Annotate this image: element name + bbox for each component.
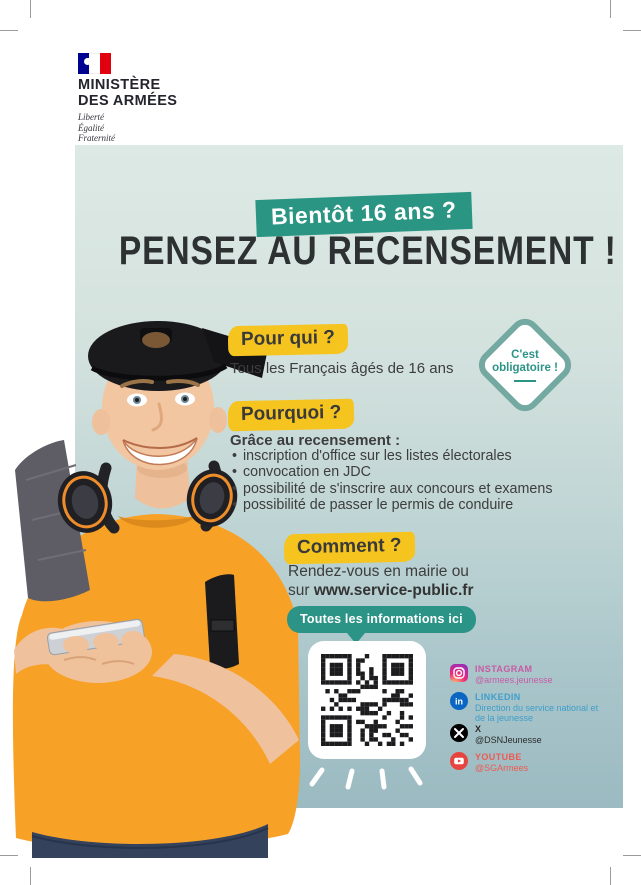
republic-motto: Liberté Égalité Fraternité — [78, 112, 115, 143]
french-flag-icon — [78, 53, 111, 74]
why-item: • inscription d'office sur les listes électorales — [230, 448, 590, 464]
how-line2-prefix: sur — [288, 581, 314, 599]
cta-bubble: Toutes les informations ici — [287, 606, 476, 633]
who-text: Tous les Français âgés de 16 ans — [230, 360, 454, 377]
social-handle: @armees.jeunesse — [475, 674, 553, 685]
badge-line1: C'est — [511, 348, 539, 361]
why-intro: Grâce au recensement : — [230, 432, 401, 449]
qr-rays-icon — [302, 760, 432, 790]
banner-age: Bientôt 16 ans ? — [255, 192, 472, 237]
social-network-label: YOUTUBE — [475, 752, 522, 762]
why-list — [230, 448, 590, 514]
crop-mark — [0, 30, 18, 31]
instagram-icon — [450, 664, 468, 682]
section-heading-who: Pour qui ? — [228, 324, 349, 357]
social-network-label: LINKEDIN — [475, 692, 521, 702]
social-instagram — [450, 664, 600, 685]
youtube-icon — [450, 752, 468, 770]
why-item: • possibilité de s'inscrire aux concours et examens — [230, 481, 590, 497]
social-handle: Direction du service national et de la jeunesse — [475, 702, 599, 723]
crop-mark — [623, 30, 641, 31]
x-icon — [450, 724, 468, 742]
section-heading-why: Pourquoi ? — [228, 399, 355, 432]
social-handle: @SGArmees — [475, 762, 529, 773]
crop-mark — [30, 867, 31, 885]
poster-title: PENSEZ AU RECENSEMENT ! — [118, 229, 617, 273]
crop-mark — [610, 867, 611, 885]
why-item: • possibilité de passer le permis de conduire — [230, 497, 590, 513]
social-youtube — [450, 752, 600, 773]
linkedin-icon — [450, 692, 468, 710]
mandatory-badge — [473, 313, 578, 418]
crop-mark — [30, 0, 31, 18]
social-network-label: INSTAGRAM — [475, 664, 533, 674]
svg-text:in: in — [455, 696, 463, 707]
badge-line2: obligatoire ! — [492, 361, 558, 374]
social-network-label: X — [475, 724, 482, 734]
social-handle: @DSNJeunesse — [475, 734, 542, 745]
crop-mark — [623, 855, 641, 856]
section-heading-how: Comment ? — [284, 532, 415, 565]
crop-mark — [610, 0, 611, 18]
how-line2 — [288, 582, 473, 601]
qr-pattern — [321, 654, 413, 746]
qr-code — [308, 641, 426, 759]
service-public-url: www.service-public.fr — [313, 581, 474, 599]
badge-underline — [514, 380, 536, 382]
social-x — [450, 724, 600, 745]
social-linkedin — [450, 692, 600, 724]
why-item: • convocation en JDC — [230, 464, 590, 480]
ministry-name: MINISTÈRE DES ARMÉES — [78, 77, 178, 109]
how-line1: Rendez-vous en mairie ou — [288, 563, 469, 580]
